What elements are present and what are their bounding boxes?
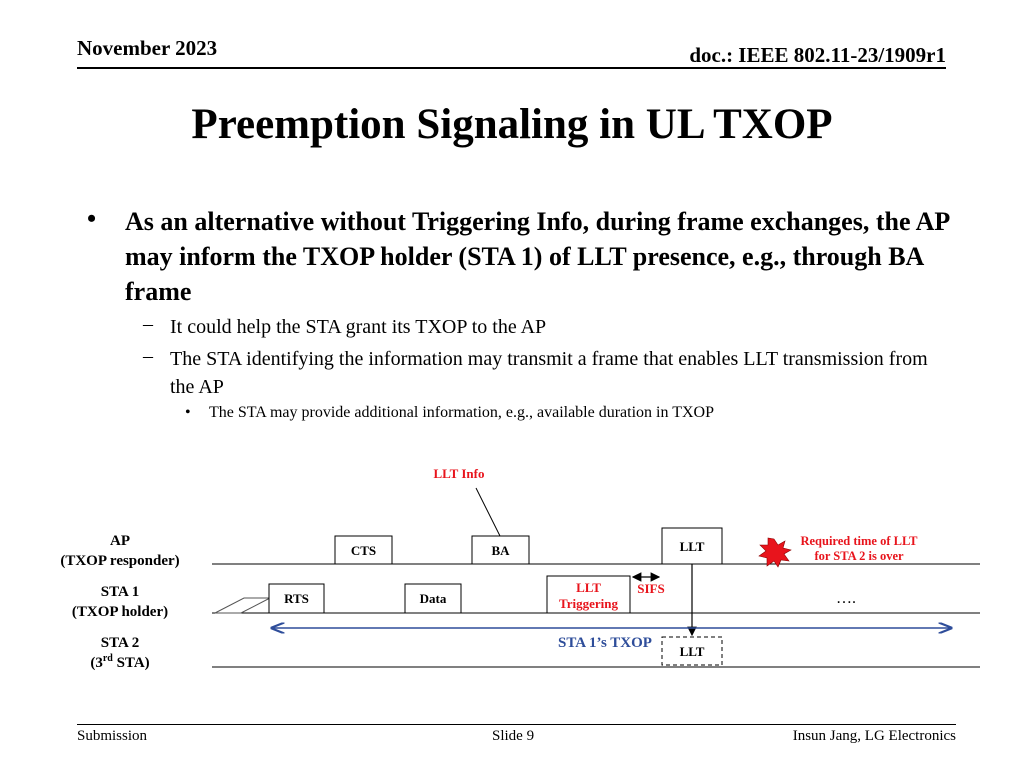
row-ap-sublabel: (TXOP responder) [60, 553, 180, 569]
continuation-dots: …. [836, 590, 856, 607]
subbullet-dash-1: – [143, 313, 153, 335]
required-time-label-1: Required time of LLT [800, 534, 918, 548]
footer-submission: Submission [77, 728, 148, 744]
frame-exchange-diagram [0, 450, 1024, 690]
subbullet-1: It could help the STA grant its TXOP to the AP [170, 316, 547, 338]
row-sta2-label: STA 2 [100, 635, 140, 651]
bullet-marker: • [87, 204, 97, 233]
main-bullet-text: As an alternative without Triggering Info, during frame exchanges, the AP may inform the TXOP holder (STA 1) of LLT presence, e.g., through BA frame [125, 207, 949, 306]
backoff-shape [215, 598, 270, 613]
llt-triggering-label-2: Triggering [559, 596, 618, 611]
slide-title: Preemption Signaling in UL TXOP [191, 101, 833, 148]
row-ap-label: AP [110, 533, 130, 549]
required-time-label-2: for STA 2 is over [814, 549, 904, 563]
subbullet-2: The STA identifying the information may transmit a frame that enables LLT transmission from the AP [170, 348, 928, 398]
explosion-icon [759, 538, 791, 567]
subsub-bullet: The STA may provide additional information, e.g., available duration in TXOP [209, 404, 714, 421]
data-frame-label: Data [419, 591, 447, 606]
llt-sta2-frame-label: LLT [679, 644, 705, 659]
header-date: November 2023 [77, 36, 218, 60]
header-rule [77, 67, 946, 69]
llt-triggering-label-1: LLT [576, 580, 601, 595]
subbullet-dash-2: – [143, 345, 153, 367]
llt-info-label: LLT Info [433, 466, 485, 481]
row-sta1-sublabel: (TXOP holder) [71, 604, 169, 620]
llt-info-pointer [476, 488, 500, 536]
footer-author: Insun Jang, LG Electronics [792, 728, 956, 744]
footer-rule [77, 724, 956, 725]
sifs-label: SIFS [637, 581, 665, 596]
row-sta1-label: STA 1 [100, 584, 140, 600]
subsub-bullet-marker: • [185, 404, 191, 421]
llt-ap-frame-label: LLT [679, 539, 705, 554]
row-sta2-sublabel: (3rd STA) [90, 653, 150, 671]
cts-frame-label: CTS [350, 543, 377, 558]
txop-label: STA 1’s TXOP [558, 635, 652, 651]
header-doc-id: doc.: IEEE 802.11-23/1909r1 [689, 43, 946, 67]
rts-frame-label: RTS [284, 591, 309, 606]
footer-slide-number: Slide 9 [492, 728, 535, 744]
ba-frame-label: BA [491, 543, 510, 558]
